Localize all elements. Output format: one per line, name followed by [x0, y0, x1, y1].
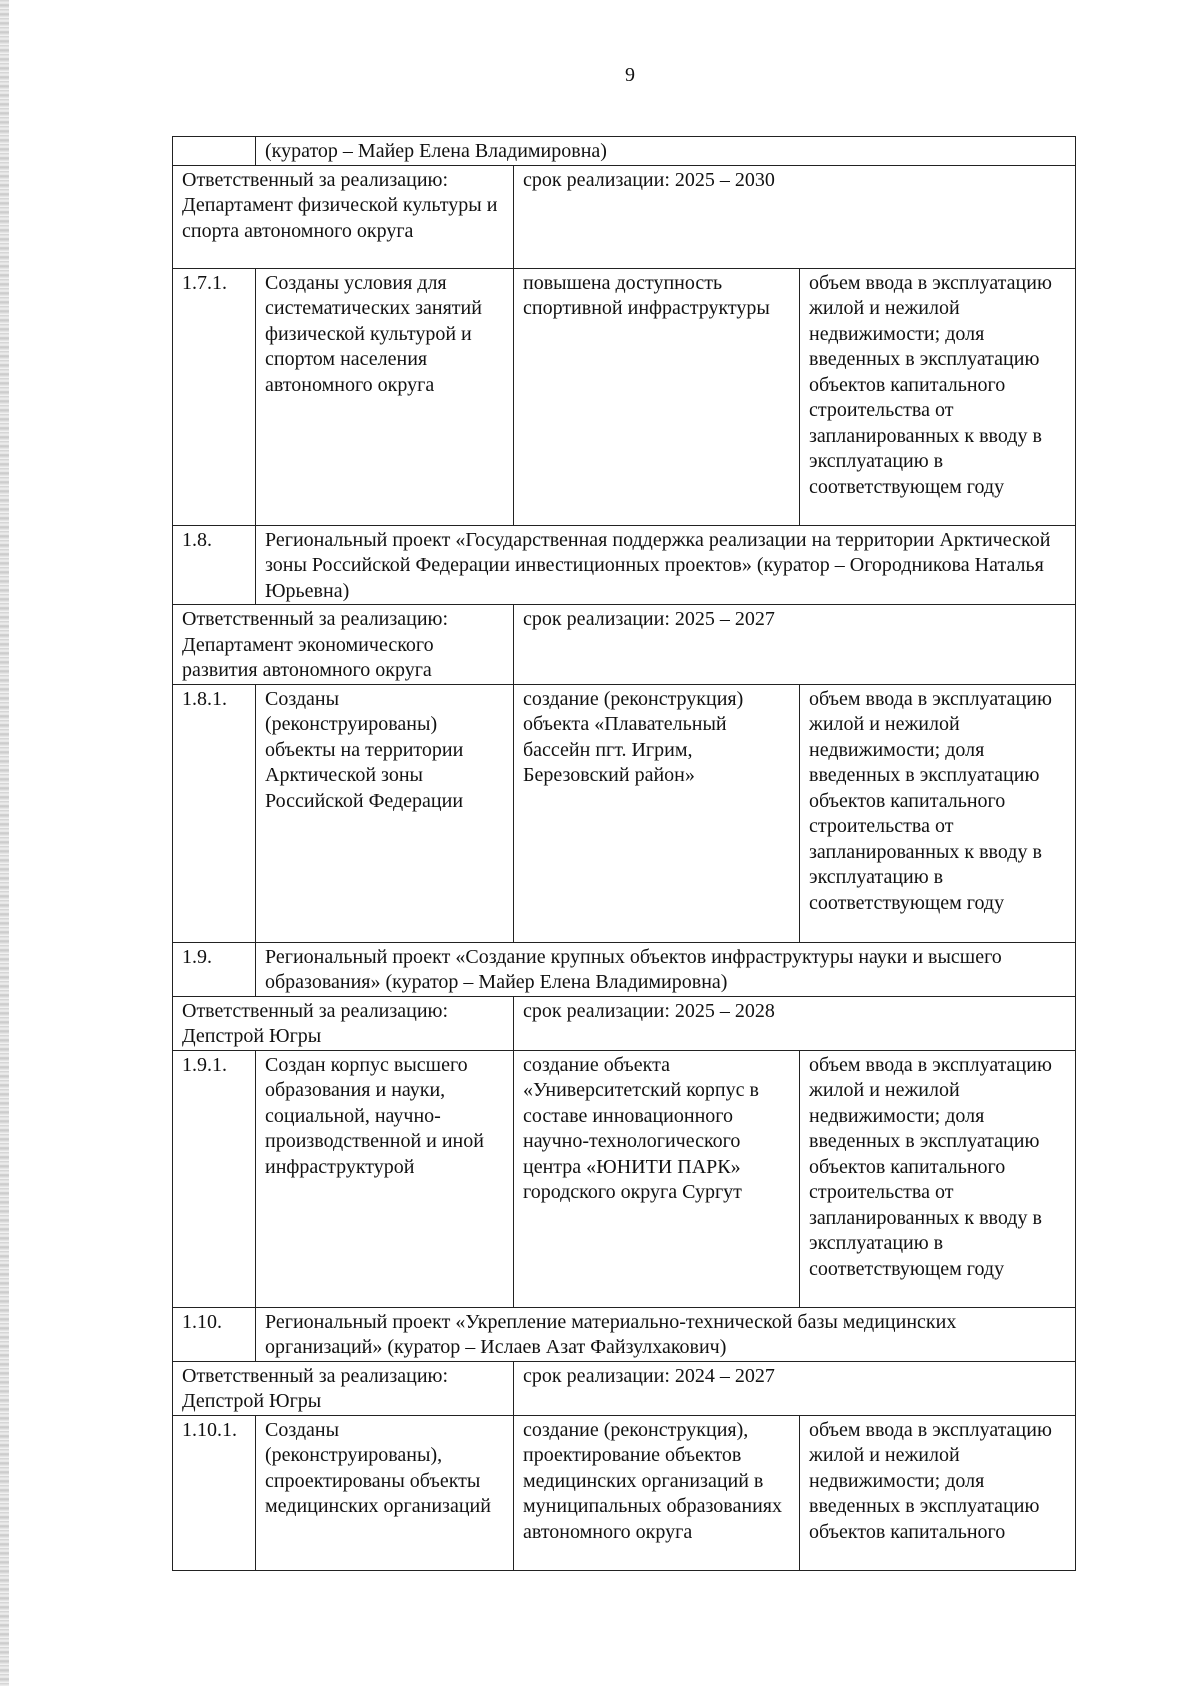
- term-cell: срок реализации: 2024 – 2027: [514, 1361, 1076, 1415]
- responsible-cell: Ответственный за реализацию: Департамент экономического развития автономного округа: [173, 605, 514, 685]
- task-indicator: объем ввода в эксплуатацию жилой и нежилой недвижимости; доля введенных в эксплуатацию объектов капитального строительства от запланированных к вводу в эксплуатацию в соответствующем году: [800, 1050, 1076, 1307]
- task-result: создание объекта «Университетский корпус в составе инновационного научно-технологического центра «ЮНИТИ ПАРК» городского округа Сургут: [514, 1050, 800, 1307]
- table-row-responsible: [173, 996, 1076, 1050]
- term-cell: срок реализации: 2025 – 2028: [514, 996, 1076, 1050]
- task-result: повышена доступность спортивной инфраструктуры: [514, 268, 800, 525]
- responsible-cell: Ответственный за реализацию: Департамент физической культуры и спорта автономного округа: [173, 165, 514, 268]
- project-title: Региональный проект «Государственная поддержка реализации на территории Арктической зоны Российской Федерации инвестиционных проектов» (куратор – Огородникова Наталья Юрьевна): [256, 525, 1076, 605]
- task-indicator: объем ввода в эксплуатацию жилой и нежилой недвижимости; доля введенных в эксплуатацию объектов капитального строительства от запланированных к вводу в эксплуатацию в соответствующем году: [800, 684, 1076, 942]
- task-result: создание (реконструкция) объекта «Плавательный бассейн пгт. Игрим, Березовский район»: [514, 684, 800, 942]
- task-number: 1.8.1.: [173, 684, 256, 942]
- table-row-project: [173, 137, 1076, 166]
- table-row-task: [173, 268, 1076, 525]
- table-row-task: [173, 1415, 1076, 1570]
- program-table: [172, 136, 1076, 1571]
- table-row-task: [173, 1050, 1076, 1307]
- table-row-responsible: [173, 1361, 1076, 1415]
- task-number: 1.9.1.: [173, 1050, 256, 1307]
- project-number: 1.9.: [173, 942, 256, 996]
- task-indicator: объем ввода в эксплуатацию жилой и нежилой недвижимости; доля введенных в эксплуатацию объектов капитального: [800, 1415, 1076, 1570]
- table-row-responsible: [173, 605, 1076, 685]
- table-row-project: [173, 1307, 1076, 1361]
- project-title: Региональный проект «Создание крупных объектов инфраструктуры науки и высшего образования» (куратор – Майер Елена Владимировна): [256, 942, 1076, 996]
- task-indicator: объем ввода в эксплуатацию жилой и нежилой недвижимости; доля введенных в эксплуатацию объектов капитального строительства от запланированных к вводу в эксплуатацию в соответствующем году: [800, 268, 1076, 525]
- task-result: создание (реконструкция), проектирование объектов медицинских организаций в муниципальных образованиях автономного округа: [514, 1415, 800, 1570]
- task-number: 1.7.1.: [173, 268, 256, 525]
- project-number: 1.8.: [173, 525, 256, 605]
- table-row-task: [173, 684, 1076, 942]
- table-row-project: [173, 525, 1076, 605]
- task-number: 1.10.1.: [173, 1415, 256, 1570]
- table-row-project: [173, 942, 1076, 996]
- responsible-cell: Ответственный за реализацию: Депстрой Югры: [173, 996, 514, 1050]
- project-title: Региональный проект «Укрепление материально-технической базы медицинских организаций» (куратор – Ислаев Азат Файзулхакович): [256, 1307, 1076, 1361]
- task-description: Созданы (реконструированы), спроектированы объекты медицинских организаций: [256, 1415, 514, 1570]
- page-number: 9: [625, 64, 635, 86]
- row-number: [173, 137, 256, 166]
- task-description: Созданы условия для систематических занятий физической культурой и спортом населения автономного округа: [256, 268, 514, 525]
- scan-edge-strip: [0, 0, 9, 1686]
- term-cell: срок реализации: 2025 – 2030: [514, 165, 1076, 268]
- task-description: Созданы (реконструированы) объекты на территории Арктической зоны Российской Федерации: [256, 684, 514, 942]
- responsible-cell: Ответственный за реализацию: Депстрой Югры: [173, 1361, 514, 1415]
- term-cell: срок реализации: 2025 – 2027: [514, 605, 1076, 685]
- project-number: 1.10.: [173, 1307, 256, 1361]
- task-description: Создан корпус высшего образования и науки, социальной, научно-производственной и иной инфраструктурой: [256, 1050, 514, 1307]
- table-row-responsible: [173, 165, 1076, 268]
- project-title: (куратор – Майер Елена Владимировна): [256, 137, 1076, 166]
